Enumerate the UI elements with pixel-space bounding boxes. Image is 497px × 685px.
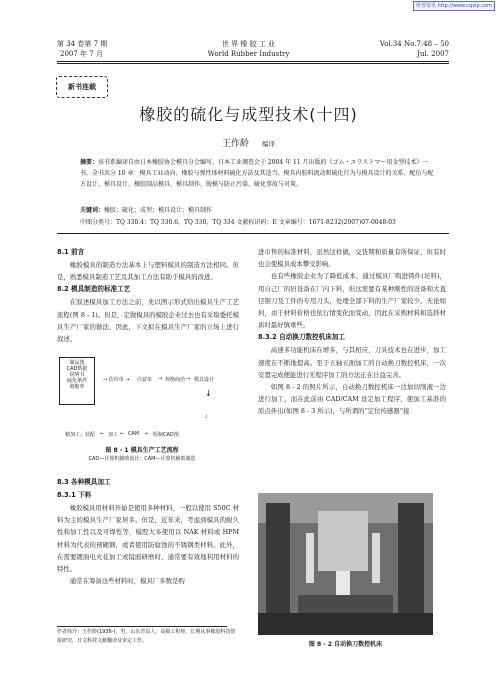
footnote-rule — [57, 626, 227, 627]
flow-arrow: → — [158, 376, 163, 382]
flow-node-cam: CAM — [128, 431, 140, 437]
flow-arrow: → — [186, 376, 191, 382]
keywords-label: 关键词： — [80, 207, 105, 214]
paragraph: 高速多功能机床在增多，与其相应，刀具技术也在进步，加工速度在不断地提高。至于五轴五面加工的自动换刀数控机床，一次安置完成便能进行无程序加工的方法正在日益完善。 — [258, 346, 446, 379]
cnc-machine-illustration — [258, 493, 433, 635]
series-badge: 新书连载 — [56, 76, 108, 98]
flow-arrow: ← — [145, 431, 150, 437]
watermark-stamp: 维普资讯 http://www.cqvip.com — [413, 1, 495, 11]
header-rule-thin — [57, 63, 449, 64]
flow-arrow-down: ↓ — [205, 389, 212, 398]
flow-arrow: ← — [100, 431, 105, 437]
figure-8-1-caption: 图 8 - 1 模具生产工艺流程 — [105, 447, 179, 454]
paragraph: 进市售的标准材料，虽然这样做，交货期和质量有所保证，但有时也会使模具成本攀受影响。 — [258, 248, 446, 269]
flow-node-finish: 精加工、装配 — [65, 432, 96, 438]
header-rule — [57, 61, 449, 62]
author-name: 王作龄 — [222, 139, 250, 149]
journal-volume: 第 34 卷第 7 期 — [57, 40, 108, 48]
flow-chart — [57, 355, 227, 463]
journal-pages: Vol.34 No.7:48 – 50 — [379, 40, 449, 48]
journal-name-en: World Rubber Industry — [207, 50, 290, 58]
journal-name: 世 界 橡 胶 工 业 — [221, 40, 276, 48]
author-footnote: 作者简介：王作龄(1936-)，男，山东青岛人，高级工程师，长期从事橡胶科技情报研究，日文科技文献翻译及审定工作。 — [57, 629, 236, 644]
paragraph: 橡胶模具的制造方法基本上与塑料模具的制造方法相同。但是，熟悉模具制造工艺及其加工方法有助于模具的改进。 — [57, 261, 239, 282]
left-column-bottom — [57, 476, 239, 587]
section-heading-8-2: 8.2 模具制造的标准工艺 — [57, 285, 131, 294]
flow-line: ┘ — [205, 415, 209, 421]
paragraph: 也有些橡胶企业为了降低成本，通过模具厂购进铸件(坯料)，用自己厂的旧设备在厂内下料，但这需要有某种刚性的设备和大直径锯刀及工件的专用刀头，处理全部下料的生产厂家较少。无论如何，由于材料价格也依行情变化而变动，因此在采购材料和选择材质时最好慎重些。 — [258, 272, 446, 330]
section-heading-8-3-2: 8.3.2 自动换刀数控机床加工 — [258, 333, 346, 342]
keywords — [80, 205, 436, 216]
keywords-text: 橡胶；硫化；成型；模具设计；模具制作 — [104, 207, 213, 214]
flow-node-mold-design: 模具设计 — [194, 377, 215, 383]
figure-8-1-subcaption: CAD—计算机辅助设计；CAM—计算机辅助制造 — [88, 456, 196, 462]
journal-date: 2007 年 7 月 — [60, 50, 103, 58]
section-heading-8-3-1: 8.3.1 下料 — [57, 491, 92, 499]
left-column-top — [57, 246, 239, 345]
abstract — [80, 157, 436, 190]
journal-issue-date: Jul. 2007 — [417, 50, 449, 58]
flow-arrow: ← — [120, 431, 125, 437]
paragraph: 如图 8 - 2 的照片所示，自动换刀数控机床一边加切削液一边进行加工，而在此前由 CAD/CAM 设定加工程序，使加工基准的原点伴出(如图 8 - 3 所示)，与所谓的“定位传感器”接 — [258, 383, 446, 416]
product-drawing-box: 制品图 CAD数据 说明书 硫化条件 收缩率 — [59, 357, 95, 405]
right-column — [258, 246, 446, 418]
flow-node-notes: 注意单 — [137, 377, 153, 383]
figure-8-2-caption: 图 8 - 2 自动换刀数控机床 — [308, 641, 383, 648]
classification-line: 中图分类号：TQ 330.4；TQ 330.6，TQ 330，TQ 334 文献标识码：E 文章编号：1671-8232(2007)07-0048-03 — [80, 219, 396, 226]
flow-node-estimate: → 估价单 → — [103, 377, 130, 383]
paragraph: 在叙述模具加工方法之前，先以图示形式给出模具生产工艺流程(图 8 - 1)。但是，定做模具的模胶企业过去也有采取委托模具生产厂家的做法，因此，下文拟在模具生产厂家的立场上进行叙述。 — [57, 298, 239, 344]
abstract-label: 摘要： — [80, 159, 99, 166]
author-line — [0, 136, 497, 149]
section-heading-8-1: 8.1 前言 — [57, 248, 85, 256]
abstract-text: 该书系编译自由日本橡胶协会模具分会编写、日本工业调查会于 2004 年 11 月出版的《ゴム・エラストマー用金型技术》一书，全书共分 10 章：模具工业动向、橡胶与弹性体材料硫化方法及其适当、模具内胶料流动和硫化行为与模具设计的关系、配伍与配方设计、模具设计、橡胶制品模具、模具制作、脱模与防止污染、硫化事故与对策。 — [80, 159, 434, 188]
paragraph: 通常在筹备这些材料时，模具厂多数是购 — [69, 577, 185, 586]
cnc-machine-photo — [258, 493, 433, 635]
section-heading-8-3: 8.3 各种模具加工 — [57, 478, 111, 486]
author-role: 编译 — [261, 140, 275, 148]
paragraph: 橡胶模具用材料开始是使用多种材料，一般以使用 S50C 材料为主的模具生产厂家居多。但是，近年来，考虑到模具的耐久性和加工性以及可焊性等，模腔大多使用以 NAK 材料或 HPM 材料为代表的预硬钢，或者使用防腐蚀的不锈钢类材料。此外，在需要镀面电火花加工或镜面研磨时，通常要有效地利用材料的特性。 — [57, 504, 239, 574]
article-title: 橡胶的硫化与成型技术(十四) — [139, 105, 358, 124]
abstract-rule — [57, 233, 449, 234]
flow-node-cad: 绘制CAD图 — [153, 432, 179, 438]
flow-node-spec: 规格商洽 — [165, 377, 186, 383]
flow-node-machining: 加工 — [108, 432, 119, 438]
